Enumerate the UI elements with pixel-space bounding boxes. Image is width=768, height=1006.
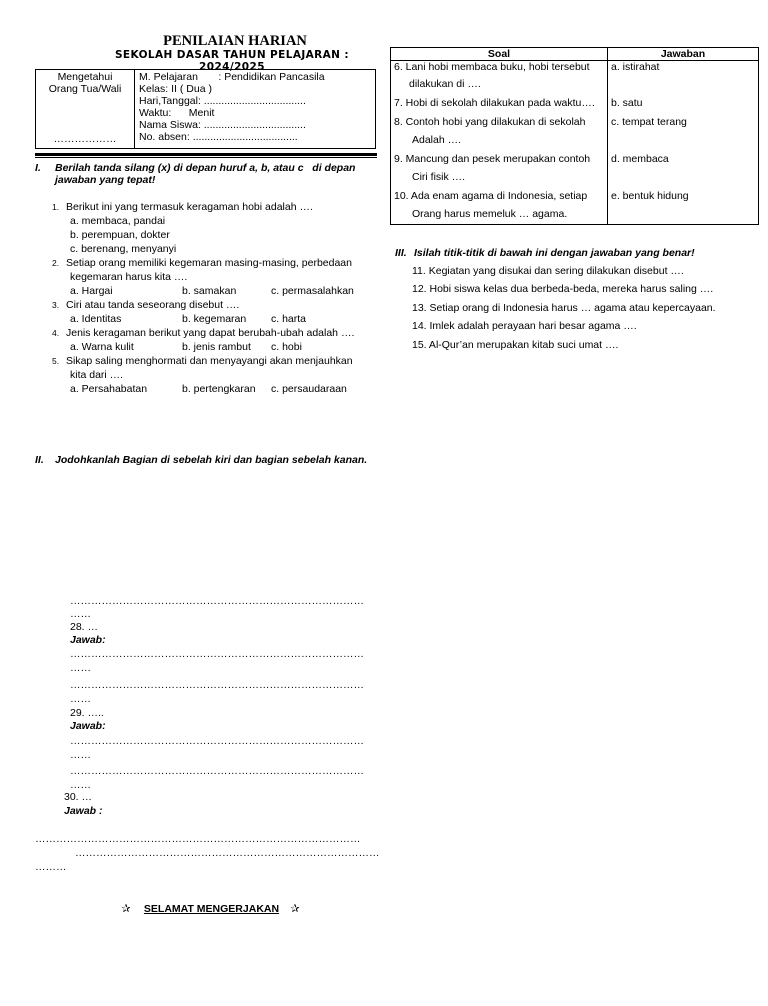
fill-item-11[interactable]: 11. Kegiatan yang disukai dan sering dilakukan disebut …. — [412, 265, 684, 277]
option-2c[interactable]: c. permasalahkan — [271, 285, 354, 297]
answer-line[interactable]: …… — [70, 693, 91, 705]
question-text: 10. Ada enam agama di Indonesia, setiap — [394, 189, 588, 202]
question-2 — [52, 256, 352, 270]
question-number: 4. — [52, 328, 60, 338]
parent-label-2: Orang Tua/Wali — [48, 83, 122, 95]
answer-label: Jawab : — [64, 805, 103, 817]
option-1a[interactable]: a. membaca, pandai — [70, 215, 166, 227]
option-3b[interactable]: b. kegemaran — [182, 313, 247, 325]
time-field[interactable]: Waktu: Menit — [139, 107, 215, 119]
matching-table — [390, 47, 759, 225]
section1-instruction: Berilah tanda silang (x) di depan huruf a, b, atau c di depan — [55, 162, 356, 174]
parent-signature-line: ……………… — [53, 133, 117, 145]
answer-label: Jawab: — [70, 634, 106, 646]
class-field: Kelas: II ( Dua ) — [139, 83, 212, 95]
table-row — [391, 187, 759, 225]
table-row — [391, 94, 759, 113]
section1-label: I. — [35, 162, 41, 174]
answer-line[interactable]: …… — [70, 662, 91, 674]
answer-cell[interactable]: a. istirahat — [608, 61, 759, 95]
question-cell: 7. Hobi di sekolah dilakukan pada waktu…. — [391, 94, 608, 113]
answer-cell[interactable]: e. bentuk hidung — [608, 187, 759, 225]
question-2-continued: kegemaran harus kita …. — [70, 271, 188, 283]
question-text: Setiap orang memiliki kegemaran masing-masing, perbedaan — [66, 257, 352, 269]
question-cell — [391, 113, 608, 150]
closing-text: SELAMAT MENGERJAKAN — [143, 903, 280, 915]
table-row — [391, 150, 759, 187]
subject-field: M. Pelajaran : Pendidikan Pancasila — [139, 71, 325, 83]
answer-cell[interactable]: c. tempat terang — [608, 113, 759, 150]
option-3a[interactable]: a. Identitas — [70, 313, 122, 325]
page-title: PENILAIAN HARIAN — [163, 33, 307, 49]
question-number: 5. — [52, 356, 60, 366]
question-number: 1. — [52, 202, 60, 212]
section3-instruction: Isilah titik-titik di bawah ini dengan jawaban yang benar! — [414, 247, 695, 259]
question-4 — [52, 326, 354, 340]
page-subtitle: SEKOLAH DASAR TAHUN PELAJARAN : 2024/2025 — [114, 49, 350, 73]
question-number: 2. — [52, 258, 60, 268]
option-1c[interactable]: c. berenang, menyanyi — [70, 243, 177, 255]
answer-line[interactable]: …… — [70, 749, 91, 761]
question-text: 9. Mancung dan pesek merupakan contoh — [394, 152, 591, 165]
answer-line[interactable]: ………………………………………………………………………… — [70, 648, 364, 660]
table-row — [391, 113, 759, 150]
section1-instruction-2: jawaban yang tepat! — [55, 174, 156, 186]
question-1 — [52, 200, 313, 214]
identity-table — [35, 69, 376, 149]
table-row — [391, 61, 759, 95]
question-29: 29. ….. — [70, 707, 104, 719]
question-3 — [52, 298, 239, 312]
header-divider — [35, 153, 377, 156]
question-number: 3. — [52, 300, 60, 310]
answer-cell[interactable]: b. satu — [608, 94, 759, 113]
question-text-continued: Adalah …. — [412, 134, 462, 146]
question-text-continued: Ciri fisik …. — [412, 171, 466, 183]
section2-instruction: Jodohkanlah Bagian di sebelah kiri dan bagian sebelah kanan. — [55, 454, 368, 466]
answer-cell[interactable]: d. membaca — [608, 150, 759, 187]
header-divider-thin — [35, 157, 377, 158]
fill-item-15[interactable]: 15. Al-Qur’an merupakan kitab suci umat …. — [412, 339, 619, 351]
star-icon: ✰ — [290, 903, 300, 915]
option-4c[interactable]: c. hobi — [271, 341, 302, 353]
question-text-continued: Orang harus memeluk … agama. — [412, 208, 568, 220]
column-header-jawaban: Jawaban — [608, 48, 759, 61]
fill-item-14[interactable]: 14. Imlek adalah perayaan hari besar agama …. — [412, 320, 637, 332]
fill-item-13[interactable]: 13. Setiap orang di Indonesia harus … agama atau kepercayaan. — [412, 302, 716, 314]
question-cell — [391, 61, 608, 95]
option-4b[interactable]: b. jenis rambut — [182, 341, 251, 353]
option-2a[interactable]: a. Hargai — [70, 285, 113, 297]
question-cell — [391, 150, 608, 187]
question-text: 8. Contoh hobi yang dilakukan di sekolah — [394, 115, 586, 128]
question-text: Jenis keragaman berikut yang dapat berubah-ubah adalah …. — [66, 327, 355, 339]
parent-label: Mengetahui — [57, 71, 113, 83]
absence-number-field[interactable]: No. absen: .................................... — [139, 131, 298, 143]
question-cell — [391, 187, 608, 225]
question-5 — [52, 354, 353, 368]
fill-item-12[interactable]: 12. Hobi siswa kelas dua berbeda-beda, mereka harus saling …. — [412, 283, 714, 295]
question-5-continued: kita dari …. — [70, 369, 124, 381]
answer-line[interactable]: …………………………………………………………………………… — [75, 847, 380, 859]
answer-line[interactable]: ………………………………………………………………………… — [70, 735, 364, 747]
option-3c[interactable]: c. harta — [271, 313, 307, 325]
answer-line[interactable]: …… — [70, 779, 91, 791]
question-30: 30. … — [64, 791, 93, 803]
column-header-soal: Soal — [391, 48, 608, 61]
date-field[interactable]: Hari,Tanggal: ................................... — [139, 95, 306, 107]
answer-line[interactable]: ………………………………………………………………………………… — [35, 833, 361, 845]
answer-line[interactable]: ………………………………………………………………………… — [70, 595, 364, 607]
student-name-field[interactable]: Nama Siswa: ................................... — [139, 119, 306, 131]
star-icon: ✰ — [121, 903, 131, 915]
option-5b[interactable]: b. pertengkaran — [182, 383, 256, 395]
parent-sign-cell — [36, 70, 135, 149]
section3-label: III. — [395, 247, 407, 259]
option-1b[interactable]: b. perempuan, dokter — [70, 229, 170, 241]
question-text: 6. Lani hobi membaca buku, hobi tersebut — [394, 61, 590, 73]
option-2b[interactable]: b. samakan — [182, 285, 237, 297]
question-text: Berikut ini yang termasuk keragaman hobi adalah …. — [66, 201, 313, 213]
closing-message — [121, 902, 300, 915]
student-info-cell — [135, 70, 376, 149]
answer-line[interactable]: …… — [70, 608, 91, 620]
question-text: Sikap saling menghormati dan menyayangi akan menjauhkan — [66, 355, 353, 367]
question-text: Ciri atau tanda seseorang disebut …. — [66, 299, 240, 311]
answer-label: Jawab: — [70, 720, 106, 732]
question-text-continued: dilakukan di …. — [409, 78, 481, 90]
answer-line[interactable]: ……… — [35, 861, 67, 873]
option-4a[interactable]: a. Warna kulit — [70, 341, 134, 353]
section2-label: II. — [35, 454, 44, 466]
option-5a[interactable]: a. Persahabatan — [70, 383, 148, 395]
answer-line[interactable]: ………………………………………………………………………… — [70, 765, 364, 777]
option-5c[interactable]: c. persaudaraan — [271, 383, 347, 395]
question-28: 28. … — [70, 621, 99, 633]
answer-line[interactable]: ………………………………………………………………………… — [70, 679, 364, 691]
